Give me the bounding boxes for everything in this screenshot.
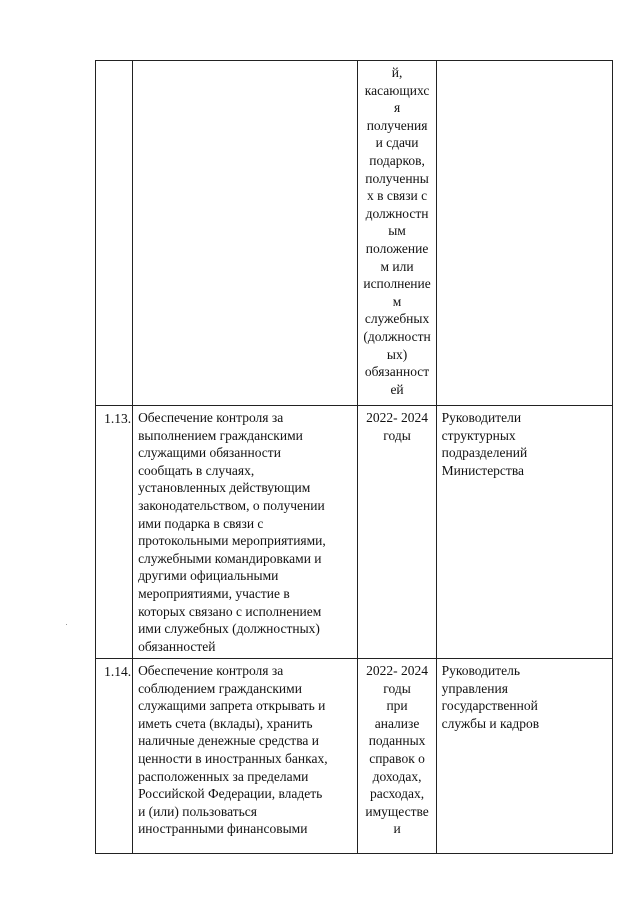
- term-line: доходах,: [372, 768, 422, 784]
- term-line: и: [393, 821, 401, 837]
- description-line: служащими запрета открывать и: [138, 698, 326, 714]
- description-cell: [133, 406, 358, 659]
- term-line: 2022- 2024: [366, 663, 428, 678]
- responsible-cell: [436, 406, 612, 659]
- term-line: (должностн: [363, 328, 431, 344]
- term-line: получения: [366, 117, 428, 133]
- responsible-line: Министерства: [441, 462, 525, 478]
- row-number: 1.14.: [104, 664, 132, 679]
- term-line: м: [392, 293, 402, 309]
- table-row: [96, 61, 613, 406]
- term-line: служебных: [364, 311, 430, 327]
- term-line: подарков,: [369, 152, 425, 168]
- term-cell: [358, 659, 436, 854]
- description-line: Российской Федерации, владеть: [138, 786, 323, 802]
- term-line: ей: [390, 381, 404, 397]
- term-line: х в связи с: [366, 188, 428, 204]
- description-line: выполнением гражданскими: [138, 427, 303, 443]
- term-line: расходах,: [369, 786, 425, 802]
- term-line: при: [386, 698, 408, 714]
- responsible-line: Руководители: [441, 410, 522, 425]
- term-line: должностн: [365, 205, 429, 221]
- responsible-line: управления: [441, 680, 508, 696]
- table-row: [96, 659, 613, 854]
- description-line: мероприятиями, участие в: [138, 585, 290, 601]
- row-number-cell: [96, 406, 133, 659]
- description-cell: [133, 659, 358, 854]
- responsible-line: структурных: [441, 427, 516, 443]
- description-line: другими официальными: [138, 568, 279, 584]
- row-number-cell: [96, 659, 133, 854]
- table-row: [96, 406, 613, 659]
- term-line: обязанност: [364, 364, 430, 380]
- description-line: ими служебных (должностных): [138, 621, 320, 637]
- description-line: и (или) пользоваться: [138, 803, 258, 819]
- description-line: соблюдением гражданскими: [138, 680, 302, 696]
- description-line: установленных действующим: [138, 480, 311, 496]
- term-line: годы: [383, 680, 411, 696]
- responsible-line: Руководитель: [441, 663, 521, 678]
- description-cell: [133, 61, 358, 406]
- description-line: Обеспечение контроля за: [138, 410, 284, 425]
- term-cell: [358, 406, 436, 659]
- description-line: протокольными мероприятиями,: [138, 533, 326, 549]
- responsible-line: государственной: [441, 698, 538, 714]
- description-line: сообщать в случаях,: [138, 462, 255, 478]
- description-line: служащими обязанности: [138, 445, 281, 461]
- term-line: ым: [388, 223, 406, 239]
- term-line: имуществе: [365, 803, 429, 819]
- term-line: полученны: [365, 170, 429, 186]
- description-line: служебными командировками и: [138, 550, 322, 566]
- measures-table: [95, 60, 613, 854]
- description-line: ценности в иностранных банках,: [138, 750, 328, 766]
- responsible-line: подразделений: [441, 445, 528, 461]
- description-line: Обеспечение контроля за: [138, 663, 284, 678]
- term-line: м или: [380, 258, 414, 274]
- term-line: й,: [391, 65, 403, 80]
- term-line: годы: [383, 427, 411, 443]
- term-line: поданных: [368, 733, 426, 749]
- responsible-cell: [436, 61, 612, 406]
- responsible-cell: [436, 659, 612, 854]
- term-cell: [358, 61, 436, 406]
- row-number: 1.13.: [104, 411, 132, 426]
- row-number-cell: [96, 61, 133, 406]
- term-line: я: [393, 100, 401, 116]
- responsible-line: службы и кадров: [441, 715, 540, 731]
- term-line: 2022- 2024: [366, 410, 428, 425]
- description-line: расположенных за пределами: [138, 768, 309, 784]
- description-line: законодательством, о получении: [138, 497, 325, 513]
- term-line: касающихс: [364, 82, 430, 98]
- description-line: иметь счета (вклады), хранить: [138, 715, 313, 731]
- term-line: положение: [365, 240, 429, 256]
- term-line: и сдачи: [375, 135, 419, 151]
- description-line: наличные денежные средства и: [138, 733, 319, 749]
- term-line: справок о: [369, 750, 425, 766]
- term-line: ых): [386, 346, 408, 362]
- description-line: которых связано с исполнением: [138, 603, 322, 619]
- description-line: обязанностей: [138, 638, 216, 654]
- term-line: анализе: [374, 715, 420, 731]
- term-line: исполнение: [363, 276, 431, 292]
- scan-speck: [66, 624, 67, 625]
- description-line: иностранными финансовыми: [138, 821, 308, 837]
- description-line: ими подарка в связи с: [138, 515, 264, 531]
